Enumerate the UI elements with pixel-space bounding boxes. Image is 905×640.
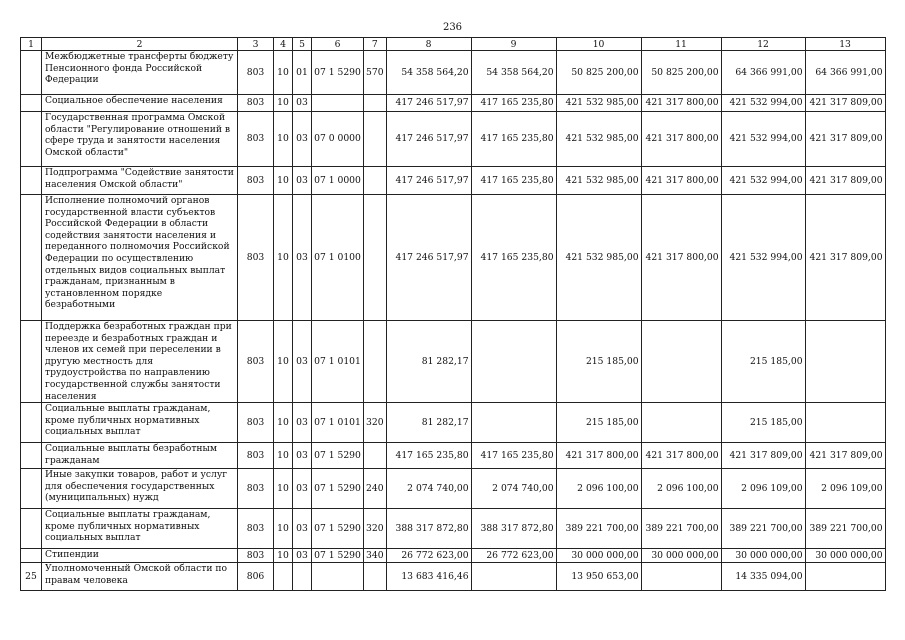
table-row [21,95,886,112]
budget-item-name: Межбюджетные трансферты бюджету Пенсионного фонда Российской Федерации [42,51,238,95]
header-row [21,38,886,51]
target-code-cell: 07 1 0100 [312,195,364,321]
amount-col11-cell [641,563,721,591]
amount-col13-cell: 64 366 991,00 [805,51,885,95]
budget-item-name: Государственная программа Омской области "Регулирование отношений в сфере труда и занятости населения Омской области" [42,112,238,167]
amount-col9-cell: 417 165 235,80 [471,443,556,469]
target-code-cell: 07 1 5290 [312,51,364,95]
amount-col8-cell: 26 772 623,00 [386,549,471,563]
amount-col9-cell: 417 165 235,80 [471,167,556,195]
budget-item-name: Социальные выплаты гражданам, кроме публичных нормативных социальных выплат [42,509,238,549]
subsection-code-cell: 03 [293,167,312,195]
amount-col13-cell: 389 221 700,00 [805,509,885,549]
target-code-cell [312,95,364,112]
table-body [21,38,886,591]
budget-item-name: Поддержка безработных граждан при переезде и безработных граждан и членов их семей при переселении в другую местность для трудоустройства по направлению государственной службы занятости населения [42,321,238,403]
budget-item-name: Социальное обеспечение населения [42,95,238,112]
amount-col10-cell: 421 532 985,00 [556,112,641,167]
subsection-code-cell: 03 [293,443,312,469]
expense-type-cell [364,321,387,403]
amount-col8-cell: 81 282,17 [386,321,471,403]
target-code-cell: 07 1 5290 [312,549,364,563]
row-number-cell [21,509,42,549]
row-number-cell [21,443,42,469]
amount-col10-cell: 50 825 200,00 [556,51,641,95]
amount-col10-cell: 421 532 985,00 [556,95,641,112]
expense-type-cell [364,195,387,321]
amount-col11-cell: 2 096 100,00 [641,469,721,509]
amount-col12-cell: 2 096 109,00 [721,469,805,509]
col-header: 1 [21,38,42,51]
target-code-cell: 07 1 5290 [312,443,364,469]
section-code-cell: 10 [274,321,293,403]
table-row [21,403,886,443]
target-code-cell: 07 1 5290 [312,509,364,549]
amount-col12-cell: 215 185,00 [721,403,805,443]
expense-type-cell: 320 [364,403,387,443]
amount-col12-cell: 421 532 994,00 [721,167,805,195]
col-header: 8 [386,38,471,51]
amount-col9-cell [471,321,556,403]
section-code-cell: 10 [274,509,293,549]
amount-col8-cell: 417 246 517,97 [386,195,471,321]
amount-col12-cell: 64 366 991,00 [721,51,805,95]
target-code-cell: 07 0 0000 [312,112,364,167]
amount-col10-cell: 421 532 985,00 [556,167,641,195]
budget-item-name: Исполнение полномочий органов государственной власти субъектов Российской Федерации в области содействия занятости населения и переданного полномочия Российской Федерации по осуществлению отдельных видов социальных выплат гражданам, признанным в установленном порядке безработными [42,195,238,321]
admin-code-cell: 806 [238,563,274,591]
subsection-code-cell: 03 [293,112,312,167]
admin-code-cell: 803 [238,321,274,403]
amount-col12-cell: 421 532 994,00 [721,112,805,167]
admin-code-cell: 803 [238,443,274,469]
table-row [21,509,886,549]
expense-type-cell: 570 [364,51,387,95]
col-header: 9 [471,38,556,51]
amount-col12-cell: 421 532 994,00 [721,95,805,112]
amount-col11-cell: 389 221 700,00 [641,509,721,549]
section-code-cell: 10 [274,549,293,563]
amount-col11-cell: 30 000 000,00 [641,549,721,563]
amount-col9-cell: 54 358 564,20 [471,51,556,95]
section-code-cell: 10 [274,469,293,509]
row-number-cell [21,95,42,112]
table-row [21,469,886,509]
subsection-code-cell: 03 [293,509,312,549]
amount-col13-cell: 421 317 809,00 [805,167,885,195]
section-code-cell: 10 [274,95,293,112]
amount-col9-cell: 417 165 235,80 [471,112,556,167]
amount-col11-cell [641,403,721,443]
section-code-cell: 10 [274,443,293,469]
amount-col13-cell [805,563,885,591]
expense-type-cell [364,563,387,591]
amount-col9-cell: 417 165 235,80 [471,95,556,112]
table-row [21,167,886,195]
table-row [21,195,886,321]
amount-col9-cell: 26 772 623,00 [471,549,556,563]
section-code-cell: 10 [274,112,293,167]
amount-col11-cell: 421 317 800,00 [641,443,721,469]
admin-code-cell: 803 [238,509,274,549]
amount-col8-cell: 2 074 740,00 [386,469,471,509]
amount-col10-cell: 215 185,00 [556,321,641,403]
col-header: 4 [274,38,293,51]
amount-col8-cell: 81 282,17 [386,403,471,443]
target-code-cell: 07 1 0000 [312,167,364,195]
budget-item-name: Уполномоченный Омской области по правам человека [42,563,238,591]
budget-item-name: Социальные выплаты гражданам, кроме публичных нормативных социальных выплат [42,403,238,443]
amount-col8-cell: 417 165 235,80 [386,443,471,469]
budget-table [20,37,886,591]
budget-item-name: Социальные выплаты безработным гражданам [42,443,238,469]
col-header: 11 [641,38,721,51]
amount-col13-cell: 421 317 809,00 [805,95,885,112]
admin-code-cell: 803 [238,549,274,563]
subsection-code-cell: 01 [293,51,312,95]
amount-col12-cell: 30 000 000,00 [721,549,805,563]
admin-code-cell: 803 [238,167,274,195]
amount-col9-cell [471,563,556,591]
amount-col12-cell: 215 185,00 [721,321,805,403]
amount-col13-cell [805,321,885,403]
amount-col12-cell: 421 532 994,00 [721,195,805,321]
section-code-cell: 10 [274,167,293,195]
col-header: 12 [721,38,805,51]
expense-type-cell: 320 [364,509,387,549]
col-header: 5 [293,38,312,51]
amount-col11-cell: 421 317 800,00 [641,112,721,167]
amount-col10-cell: 30 000 000,00 [556,549,641,563]
row-number-cell [21,167,42,195]
amount-col12-cell: 389 221 700,00 [721,509,805,549]
section-code-cell: 10 [274,195,293,321]
subsection-code-cell: 03 [293,549,312,563]
table-row [21,112,886,167]
amount-col11-cell: 421 317 800,00 [641,195,721,321]
admin-code-cell: 803 [238,403,274,443]
row-number-cell [21,321,42,403]
admin-code-cell: 803 [238,469,274,509]
row-number-cell [21,469,42,509]
amount-col10-cell: 389 221 700,00 [556,509,641,549]
admin-code-cell: 803 [238,51,274,95]
expense-type-cell: 240 [364,469,387,509]
col-header: 6 [312,38,364,51]
table-row [21,321,886,403]
budget-item-name: Иные закупки товаров, работ и услуг для обеспечения государственных (муниципальных) нужд [42,469,238,509]
amount-col9-cell [471,403,556,443]
table-row [21,51,886,95]
section-code-cell: 10 [274,403,293,443]
section-code-cell [274,563,293,591]
amount-col11-cell [641,321,721,403]
target-code-cell: 07 1 0101 [312,403,364,443]
col-header: 13 [805,38,885,51]
expense-type-cell [364,167,387,195]
amount-col9-cell: 417 165 235,80 [471,195,556,321]
amount-col11-cell: 421 317 800,00 [641,95,721,112]
amount-col13-cell [805,403,885,443]
amount-col11-cell: 50 825 200,00 [641,51,721,95]
expense-type-cell [364,112,387,167]
subsection-code-cell [293,563,312,591]
amount-col8-cell: 13 683 416,46 [386,563,471,591]
subsection-code-cell: 03 [293,321,312,403]
admin-code-cell: 803 [238,112,274,167]
budget-item-name: Подпрограмма "Содействие занятости населения Омской области" [42,167,238,195]
target-code-cell: 07 1 5290 [312,469,364,509]
amount-col12-cell: 421 317 809,00 [721,443,805,469]
amount-col13-cell: 2 096 109,00 [805,469,885,509]
amount-col12-cell: 14 335 094,00 [721,563,805,591]
page-number: 236 [442,22,463,33]
amount-col9-cell: 2 074 740,00 [471,469,556,509]
amount-col10-cell: 421 317 800,00 [556,443,641,469]
col-header: 7 [364,38,387,51]
admin-code-cell: 803 [238,195,274,321]
subsection-code-cell: 03 [293,403,312,443]
table-row [21,549,886,563]
row-number-cell [21,51,42,95]
amount-col8-cell: 417 246 517,97 [386,167,471,195]
amount-col8-cell: 417 246 517,97 [386,95,471,112]
col-header: 2 [42,38,238,51]
amount-col11-cell: 421 317 800,00 [641,167,721,195]
budget-item-name: Стипендии [42,549,238,563]
amount-col13-cell: 421 317 809,00 [805,443,885,469]
amount-col13-cell: 421 317 809,00 [805,195,885,321]
table-row [21,443,886,469]
subsection-code-cell: 03 [293,469,312,509]
table-row [21,563,886,591]
row-number-cell [21,549,42,563]
row-number-cell [21,195,42,321]
amount-col8-cell: 388 317 872,80 [386,509,471,549]
target-code-cell: 07 1 0101 [312,321,364,403]
amount-col13-cell: 421 317 809,00 [805,112,885,167]
expense-type-cell: 340 [364,549,387,563]
amount-col13-cell: 30 000 000,00 [805,549,885,563]
subsection-code-cell: 03 [293,195,312,321]
target-code-cell [312,563,364,591]
row-number-cell: 25 [21,563,42,591]
row-number-cell [21,112,42,167]
expense-type-cell [364,443,387,469]
admin-code-cell: 803 [238,95,274,112]
subsection-code-cell: 03 [293,95,312,112]
col-header: 3 [238,38,274,51]
section-code-cell: 10 [274,51,293,95]
row-number-cell [21,403,42,443]
col-header: 10 [556,38,641,51]
amount-col10-cell: 13 950 653,00 [556,563,641,591]
expense-type-cell [364,95,387,112]
amount-col8-cell: 54 358 564,20 [386,51,471,95]
amount-col10-cell: 421 532 985,00 [556,195,641,321]
amount-col10-cell: 215 185,00 [556,403,641,443]
amount-col10-cell: 2 096 100,00 [556,469,641,509]
amount-col8-cell: 417 246 517,97 [386,112,471,167]
amount-col9-cell: 388 317 872,80 [471,509,556,549]
